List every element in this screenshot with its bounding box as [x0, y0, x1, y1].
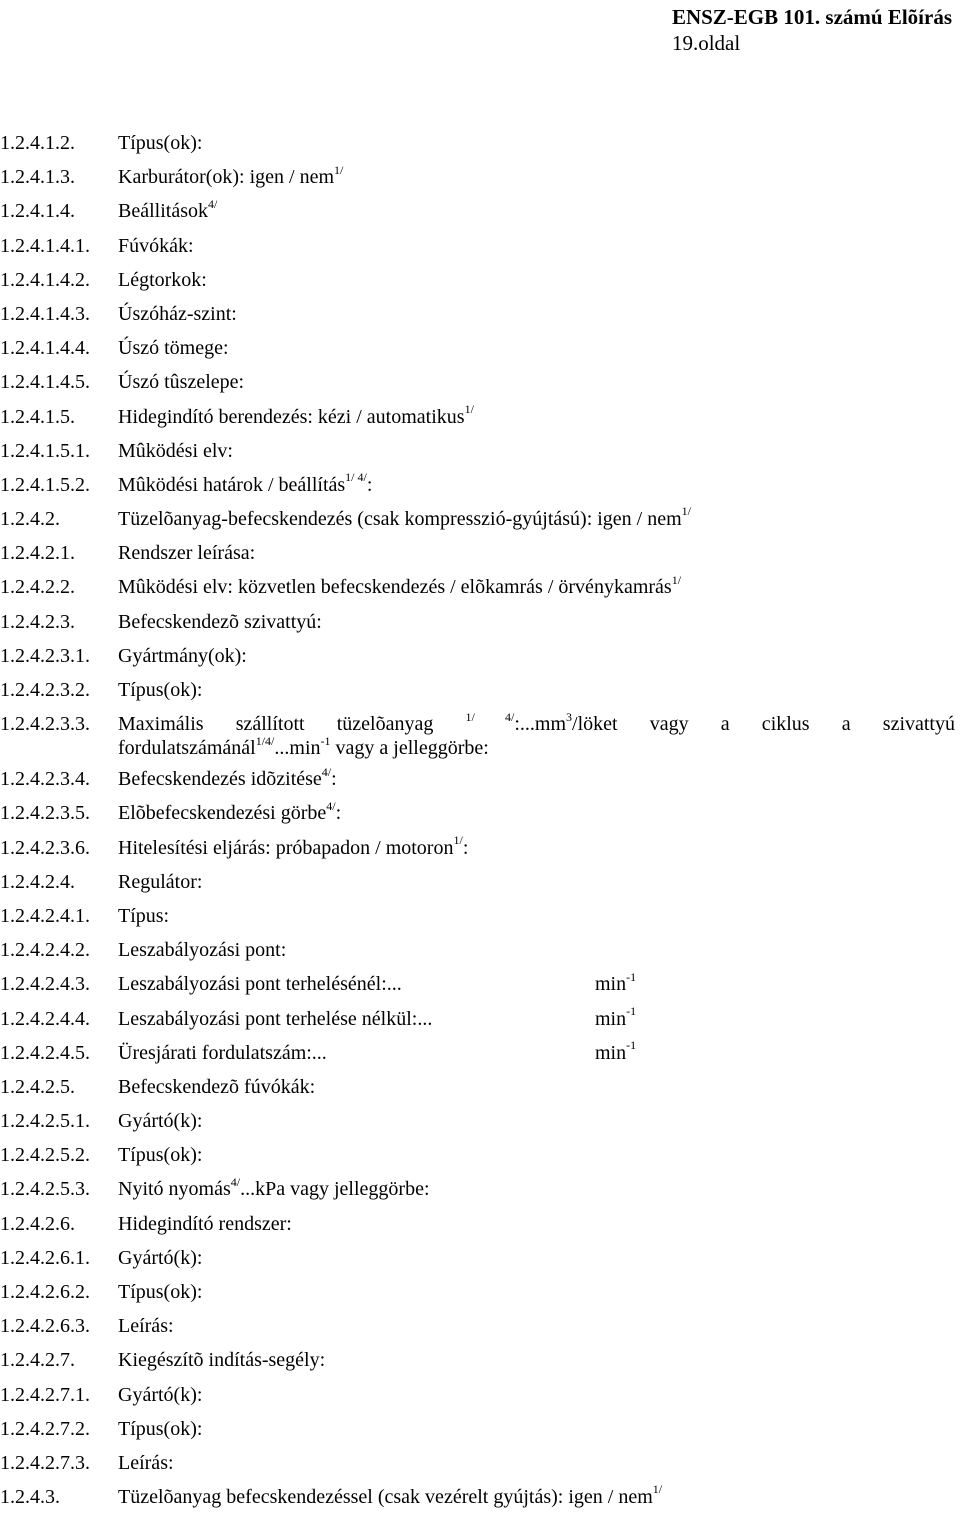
unit-exponent: -1	[626, 1003, 637, 1018]
field-row	[0, 832, 955, 870]
field-label: Nyitó nyomás$^{4/}$...kPa vagy jelleggörbe:	[118, 1174, 430, 1201]
footnote-ref: 4/	[326, 798, 336, 813]
field-label: Hitelesítési eljárás: próbapadon / motoron$^{1/}$:	[118, 832, 469, 859]
field-label: Regulátor:	[118, 870, 203, 893]
field-row	[0, 709, 955, 767]
field-row	[0, 268, 955, 302]
field-row	[0, 1212, 955, 1246]
field-row	[0, 541, 955, 575]
field-label: Befecskendezõ fúvókák:	[118, 1075, 316, 1098]
field-label: Mûködési elv: közvetlen befecskendezés / elõkamrás / örvénykamrás$^{1/}$	[118, 572, 682, 599]
field-row	[0, 1038, 955, 1075]
footnote-ref: 4/	[230, 1174, 241, 1189]
field-row	[0, 401, 955, 439]
footnote-ref: -1	[320, 733, 331, 748]
section-number: 1.2.4.2.5.2.	[0, 1144, 90, 1167]
unit-exponent: -1	[626, 1038, 637, 1053]
section-number: 1.2.4.1.2.	[0, 132, 75, 154]
field-label: Rendszer leírása:	[118, 542, 256, 565]
footnote-ref: 4/	[207, 196, 218, 211]
section-number: 1.2.4.2.3.4.	[0, 768, 90, 791]
field-row	[0, 644, 955, 678]
field-label: Gyártó(k):	[118, 1383, 203, 1406]
section-number: 1.2.4.2.5.3.	[0, 1178, 90, 1201]
field-row	[0, 1075, 955, 1109]
section-number: 1.2.4.1.5.	[0, 405, 75, 428]
section-number: 1.2.4.2.1.	[0, 542, 75, 565]
section-number: 1.2.4.1.4.1.	[0, 234, 90, 257]
field-row	[0, 234, 955, 268]
field-label: Elõbefecskendezési görbe$^{4/}$:	[118, 798, 342, 825]
section-number: 1.2.4.1.4.2.	[0, 268, 90, 291]
page-header	[672, 4, 952, 56]
field-label: Üresjárati fordulatszám:...	[118, 1041, 327, 1064]
field-label: Úszóház-szint:	[118, 302, 237, 325]
field-label: Gyártó(k):	[118, 1246, 203, 1269]
section-number: 1.2.4.1.4.3.	[0, 302, 90, 325]
section-number: 1.2.4.2.3.3.	[0, 713, 90, 736]
field-label: Karburátor(ok): igen / nem$^{1/}$	[118, 162, 344, 189]
field-label: Mûködési határok / beállítás$^{1/ 4/}$:	[118, 470, 373, 496]
field-label-line-1: Maximális szállított tüzelõanyag $^{1/ 4/}:...mm^3$/löket vagy a ciklus a szivattyú	[118, 709, 955, 736]
section-number: 1.2.4.2.3.6.	[0, 836, 90, 859]
field-label: Fúvókák:	[118, 234, 194, 257]
field-label: Úszó tömege:	[118, 337, 229, 360]
footnote-ref: 1/	[453, 832, 463, 847]
field-label: Hidegindító rendszer:	[118, 1212, 292, 1235]
field-label: Kiegészítõ indítás-segély:	[118, 1349, 326, 1372]
footnote-ref: 3	[566, 709, 573, 724]
section-number: 1.2.4.2.4.1.	[0, 904, 90, 927]
field-row	[0, 870, 955, 904]
section-number: 1.2.4.2.2.	[0, 576, 75, 599]
section-number: 1.2.4.2.4.3.	[0, 973, 90, 996]
field-label: Hidegindító berendezés: kézi / automatikus$^{1/}$	[118, 401, 474, 428]
footnote-ref: 1/ 4/	[465, 709, 515, 724]
field-label: Leírás:	[118, 1315, 174, 1338]
section-number: 1.2.4.3.	[0, 1486, 60, 1509]
section-number: 1.2.4.2.7.3.	[0, 1451, 90, 1474]
field-label: Típus(ok):	[118, 1417, 203, 1440]
field-row	[0, 302, 955, 336]
field-row	[0, 196, 955, 233]
section-number: 1.2.4.1.3.	[0, 166, 75, 189]
field-label: Gyártó(k):	[118, 1110, 203, 1133]
field-row	[0, 969, 955, 1006]
footnote-ref: 1/	[464, 401, 474, 416]
field-row	[0, 938, 955, 972]
footnote-ref: 1/4/	[255, 733, 275, 748]
field-row	[0, 131, 955, 165]
section-number: 1.2.4.2.	[0, 508, 60, 531]
section-number: 1.2.4.1.4.4.	[0, 337, 90, 360]
section-number: 1.2.4.2.7.1.	[0, 1383, 90, 1406]
field-label: Típus(ok):	[118, 1281, 203, 1303]
footnote-ref: 1/	[652, 1482, 663, 1497]
section-number: 1.2.4.2.7.2.	[0, 1417, 90, 1440]
field-label: Beállitások$^{4/}$	[118, 196, 218, 223]
field-label: Leszabályozási pont terhelése nélkül:...	[118, 1007, 433, 1030]
footnote-ref: 1/	[671, 572, 682, 587]
section-number: 1.2.4.2.6.	[0, 1212, 75, 1235]
field-label: Légtorkok:	[118, 268, 207, 291]
unit-label: $\min^{-1}$	[595, 1003, 637, 1030]
unit-exponent: -1	[626, 969, 637, 984]
footnote-ref: 4/	[321, 764, 332, 779]
section-number: 1.2.4.2.7.	[0, 1349, 75, 1372]
section-number: 1.2.4.2.4.	[0, 870, 75, 893]
section-number: 1.2.4.2.4.5.	[0, 1041, 90, 1064]
field-row	[0, 1280, 955, 1314]
section-number: 1.2.4.1.4.	[0, 200, 75, 223]
field-row	[0, 439, 955, 473]
field-label: Leszabályozási pont terhelésénél:...	[118, 973, 402, 996]
field-label: Úszó tûszelepe:	[118, 371, 245, 394]
field-label: Tüzelõanyag-befecskendezés (csak kompresszió-gyújtású): igen / nem$^{1/}$	[118, 504, 692, 531]
document-title: ENSZ-EGB 101. számú Elõírás	[671, 5, 952, 29]
field-row	[0, 1417, 955, 1451]
field-label: Befecskendezõ szivattyú:	[118, 610, 322, 633]
field-row	[0, 1174, 955, 1211]
section-number: 1.2.4.2.4.2.	[0, 939, 90, 962]
field-label	[118, 709, 955, 760]
field-label: Gyártmány(ok):	[118, 644, 247, 667]
field-row	[0, 1143, 955, 1177]
field-row	[0, 162, 955, 199]
field-row	[0, 1482, 955, 1519]
field-row	[0, 370, 955, 404]
field-row	[0, 610, 955, 644]
field-row	[0, 470, 955, 507]
field-row	[0, 678, 955, 712]
section-number: 1.2.4.2.6.2.	[0, 1281, 90, 1303]
section-number: 1.2.4.2.3.5.	[0, 802, 90, 825]
footnote-ref: 1/	[681, 504, 692, 519]
field-row	[0, 764, 955, 801]
field-label: Mûködési elv:	[118, 439, 233, 462]
section-number: 1.2.4.2.5.	[0, 1075, 75, 1098]
field-label: Típus(ok):	[118, 132, 203, 154]
field-row	[0, 1348, 955, 1382]
field-label: Típus:	[118, 904, 170, 927]
footnote-ref: 1/ 4/	[345, 470, 367, 485]
field-row	[0, 904, 955, 938]
page-number: 19.oldal	[671, 31, 741, 55]
section-number: 1.2.4.1.5.2.	[0, 473, 90, 496]
field-label: Típus(ok):	[118, 1144, 203, 1167]
field-label: Leszabályozási pont:	[118, 939, 287, 962]
field-row	[0, 1246, 955, 1280]
field-row	[0, 798, 955, 835]
footnote-ref: 1/	[334, 162, 344, 177]
field-row	[0, 1109, 955, 1143]
field-label: Tüzelõanyag befecskendezéssel (csak vezérelt gyújtás): igen / nem$^{1/}$	[118, 1482, 663, 1509]
section-number: 1.2.4.2.6.3.	[0, 1315, 90, 1338]
field-row	[0, 1314, 955, 1348]
field-row	[0, 1003, 955, 1041]
field-label: Leírás:	[118, 1451, 174, 1474]
section-number: 1.2.4.2.6.1.	[0, 1246, 90, 1269]
section-number: 1.2.4.2.4.4.	[0, 1007, 90, 1030]
field-row	[0, 336, 955, 370]
section-number: 1.2.4.1.4.5.	[0, 371, 90, 394]
field-row	[0, 572, 955, 609]
section-number: 1.2.4.2.5.1.	[0, 1110, 90, 1133]
section-number: 1.2.4.1.5.1.	[0, 439, 90, 462]
section-number: 1.2.4.2.3.1.	[0, 644, 90, 667]
section-number: 1.2.4.2.3.2.	[0, 679, 90, 701]
field-label: Befecskendezés idõzitése$^{4/}$:	[118, 764, 337, 791]
field-row	[0, 504, 955, 541]
unit-label: $\min^{-1}$	[595, 1038, 637, 1064]
form-field-list	[0, 131, 955, 1519]
unit-label: $\min^{-1}$	[595, 969, 637, 996]
section-number: 1.2.4.2.3.	[0, 610, 75, 633]
field-label-line-2: $fordulatszámánál^{1/4/}...\min^{-1}$ vagy a jelleggörbe:	[118, 733, 489, 760]
field-label: Típus(ok):	[118, 679, 203, 701]
field-row	[0, 1383, 955, 1417]
field-row	[0, 1451, 955, 1485]
